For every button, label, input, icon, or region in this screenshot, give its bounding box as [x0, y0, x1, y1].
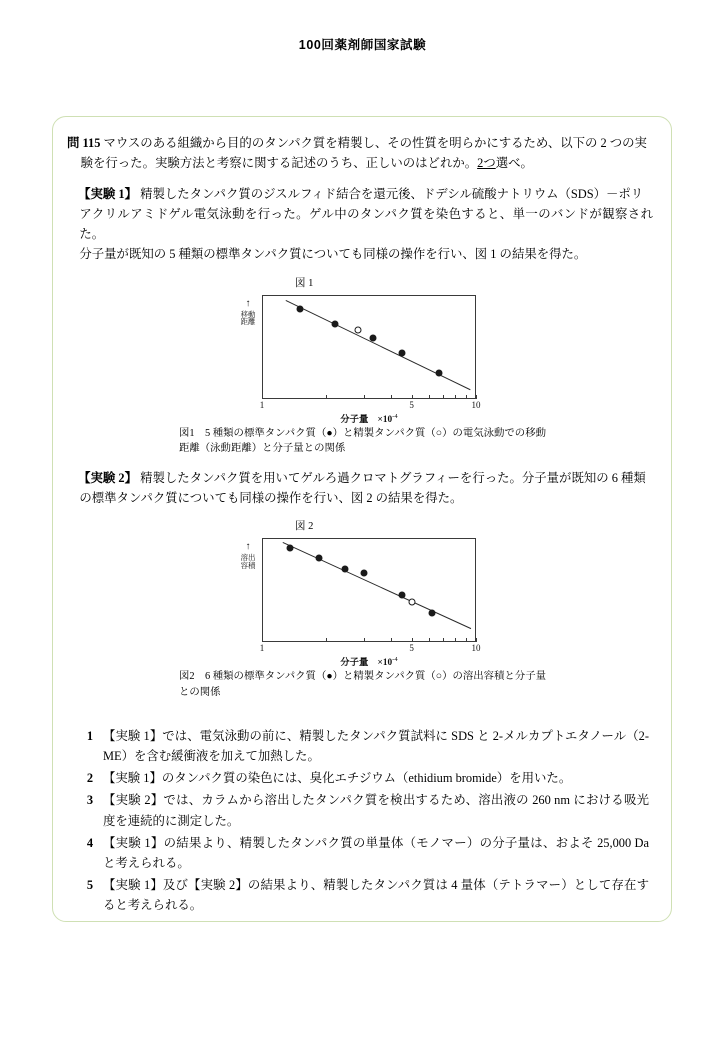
- x-axis-minor-tick: [443, 638, 444, 641]
- question-line-2-b: 選べ。: [495, 156, 533, 171]
- data-point-standard-protein: [398, 592, 405, 599]
- figure-1-x-axis-text: 分子量 ×10: [340, 414, 393, 425]
- answer-choice-number: 2: [86, 771, 94, 786]
- x-axis-tick-label: 1: [259, 642, 265, 653]
- question-line-1: マウスのある組織から目的のタンパク質を精製し、その性質を明らかにするため、以下の 2 つの実: [103, 136, 647, 150]
- x-axis-minor-tick: [455, 395, 456, 398]
- question-stem: [67, 133, 653, 173]
- data-point-standard-protein: [296, 306, 303, 313]
- x-axis-tick-label: 1: [259, 399, 265, 410]
- figure-2-plot-box: [262, 538, 476, 642]
- question-line-2: [67, 153, 653, 173]
- figure-2-y-arrow: ↑: [245, 540, 251, 552]
- data-point-standard-protein: [316, 554, 323, 561]
- answer-choice[interactable]: [77, 790, 653, 830]
- experiment-2-heading: 【実験 2】: [78, 470, 138, 485]
- page-title: 100回薬剤師国家試験: [298, 38, 427, 52]
- answer-choices: [67, 726, 653, 915]
- x-axis-minor-tick: [429, 638, 430, 641]
- experiment-1-line-1: 精製したタンパク質のジスルフィド結合を還元後、ドデシル硫酸ナトリウム（SDS）－ポリ: [140, 187, 644, 202]
- x-axis-tick: [476, 638, 477, 642]
- data-point-purified-protein: [354, 327, 361, 334]
- figure-2-caption-line-2: との関係: [179, 686, 221, 698]
- data-point-standard-protein: [286, 545, 293, 552]
- figure-2-x-axis-exponent: -4: [392, 655, 398, 663]
- experiment-2-paragraph: [67, 468, 653, 508]
- x-axis-minor-tick: [326, 395, 327, 398]
- data-point-standard-protein: [361, 569, 368, 576]
- data-point-standard-protein: [398, 349, 405, 356]
- x-axis-tick-label: 10: [471, 399, 481, 410]
- answer-choice[interactable]: [77, 833, 653, 873]
- figure-1-plot-box: [262, 295, 476, 399]
- figure-1-label: 図 1: [295, 277, 314, 289]
- x-axis-minor-tick: [443, 395, 444, 398]
- experiment-1-paragraph: [67, 184, 653, 264]
- figure-1-caption-line-2: 距離（泳動距離）と分子量との関係: [179, 443, 346, 455]
- figure-2-caption: [67, 669, 653, 700]
- data-point-standard-protein: [369, 335, 376, 342]
- answer-choice-text: 【実験 1】のタンパク質の染色には、臭化エチジウム（ethidium bromide）を用いた。: [103, 771, 572, 786]
- experiment-2-line-1: 精製したタンパク質を用いてゲルろ過クロマトグラフィーを行った。分子量が既知の 6 種類: [140, 470, 646, 485]
- figure-2: [67, 518, 653, 700]
- x-axis-tick: [262, 638, 263, 642]
- answer-choice-number: 4: [86, 835, 94, 850]
- answer-choice-number: 1: [86, 729, 94, 744]
- question-pick-count: 2つ: [477, 156, 496, 171]
- x-axis-minor-tick: [429, 395, 430, 398]
- data-point-purified-protein: [408, 598, 415, 605]
- figure-2-x-axis-title: [262, 654, 476, 668]
- figure-2-x-axis-text: 分子量 ×10: [340, 657, 393, 668]
- exam-question-frame: [52, 116, 672, 922]
- x-axis-minor-tick: [466, 395, 467, 398]
- question-line-2-a: 験を行った。実験方法と考察に関する記述のうち、正しいのはどれか。: [80, 156, 478, 171]
- data-point-standard-protein: [342, 566, 349, 573]
- experiment-1-heading: 【実験 1】: [78, 187, 138, 202]
- x-axis-minor-tick: [466, 638, 467, 641]
- experiment-1-line-2: アクリルアミドゲル電気泳動を行った。ゲル中のタンパク質を染色すると、単一のバンドが観察された。: [79, 207, 653, 242]
- x-axis-tick: [476, 395, 477, 399]
- figure-1-x-axis-title: [262, 411, 476, 425]
- x-axis-tick-label: 5: [409, 399, 414, 410]
- answer-choice[interactable]: [77, 768, 653, 788]
- x-axis-tick: [412, 395, 413, 399]
- data-point-standard-protein: [332, 320, 339, 327]
- figure-1: [67, 275, 653, 457]
- figure-1-y-axis-label: 移動距離: [240, 309, 256, 327]
- figure-2-label: 図 2: [295, 520, 314, 532]
- figure-1-x-axis-exponent: -4: [392, 412, 398, 420]
- x-axis-tick-label: 10: [471, 642, 481, 653]
- x-axis-minor-tick: [391, 638, 392, 641]
- answer-choice[interactable]: [77, 726, 653, 766]
- answer-choice-text: 【実験 2】では、カラムから溶出したタンパク質を検出するため、溶出液の 260 nm における吸光度を連続的に測定した。: [103, 793, 649, 828]
- answer-choice-number: 5: [86, 877, 94, 892]
- experiment-1-line-3: 分子量が既知の 5 種類の標準タンパク質についても同様の操作を行い、図 1 の結果を得た。: [79, 247, 587, 262]
- experiment-2-line-2: の標準タンパク質についても同様の操作を行い、図 2 の結果を得た。: [79, 490, 463, 505]
- x-axis-minor-tick: [391, 395, 392, 398]
- figure-1-caption-line-1: 図1 5 種類の標準タンパク質（●）と精製タンパク質（○）の電気泳動での移動: [179, 427, 546, 439]
- data-point-standard-protein: [428, 609, 435, 616]
- x-axis-minor-tick: [455, 638, 456, 641]
- answer-choice-text: 【実験 1】では、電気泳動の前に、精製したタンパク質試料に SDS と 2-メルカプトエタノール（2-ME）を含む緩衝液を加えて加熱した。: [103, 729, 649, 764]
- data-point-standard-protein: [435, 369, 442, 376]
- x-axis-tick-label: 5: [409, 642, 414, 653]
- answer-choice-number: 3: [86, 793, 94, 808]
- answer-choice-text: 【実験 1】及び【実験 2】の結果より、精製したタンパク質は 4 量体（テトラマー）として存在すると考えられる。: [103, 877, 649, 912]
- figure-2-caption-line-1: 図2 6 種類の標準タンパク質（●）と精製タンパク質（○）の溶出容積と分子量: [179, 670, 546, 682]
- figure-1-y-arrow: ↑: [245, 297, 251, 309]
- x-axis-minor-tick: [364, 395, 365, 398]
- figure-1-caption: [67, 426, 653, 457]
- answer-choice-text: 【実験 1】の結果より、精製したタンパク質の単量体（モノマー）の分子量は、およそ 25,000 Da と考えられる。: [103, 835, 649, 870]
- figure-2-y-axis-label: 溶出容積: [240, 552, 256, 570]
- x-axis-tick: [412, 638, 413, 642]
- x-axis-minor-tick: [364, 638, 365, 641]
- question-number: 問 115: [67, 136, 101, 150]
- x-axis-minor-tick: [326, 638, 327, 641]
- x-axis-tick: [262, 395, 263, 399]
- answer-choice[interactable]: [77, 875, 653, 915]
